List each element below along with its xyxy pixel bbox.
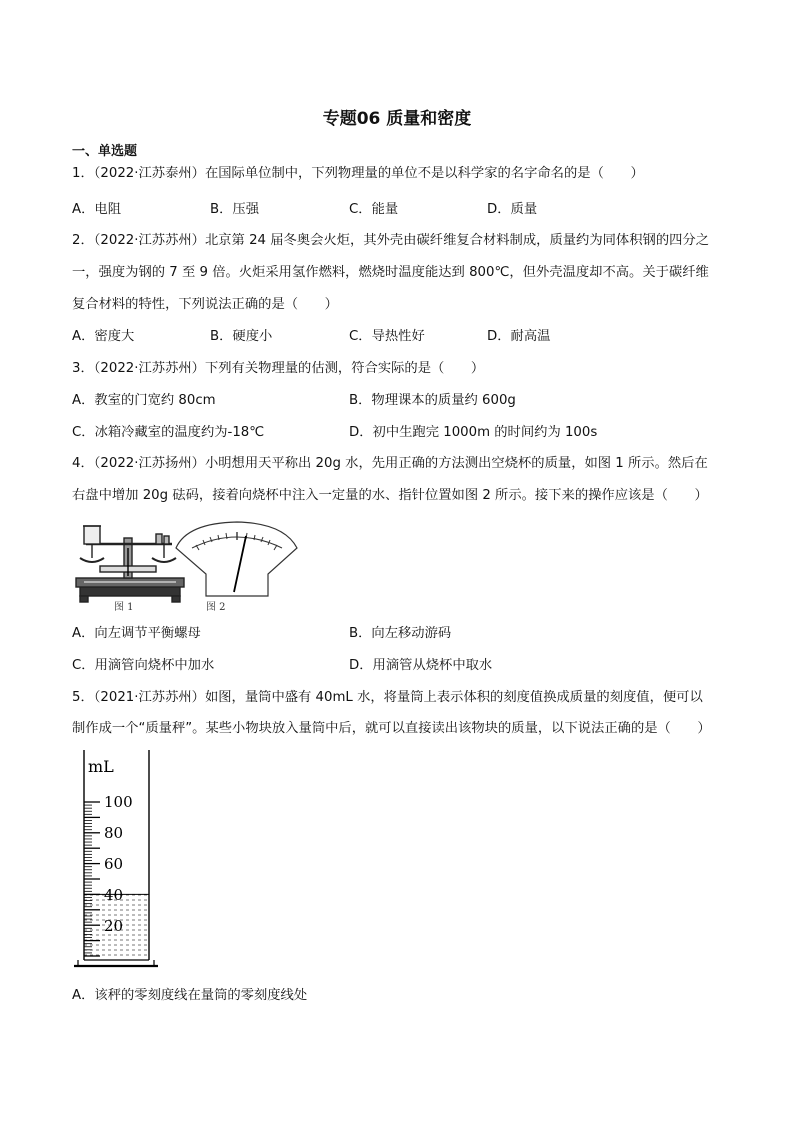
tick-label-20: 20 — [104, 917, 124, 935]
question-2-option-a[interactable]: A．密度大 — [72, 329, 135, 344]
question-1-option-b[interactable]: B．压强 — [210, 202, 260, 217]
question-4-option-a[interactable]: A．向左调节平衡螺母 — [72, 626, 201, 641]
question-3-option-c[interactable]: C．冰箱冷藏室的温度约为-18℃ — [72, 425, 265, 440]
question-3-stem: 3．（2022·江苏苏州）下列有关物理量的估测，符合实际的是（ ） — [72, 361, 485, 376]
question-2-stem-line-2: 一，强度为钢的 7 至 9 倍。火炬采用氢作燃料，燃烧时温度能达到 800℃，但外壳温度却不高。关于碳纤维 — [72, 265, 709, 280]
question-4-option-d[interactable]: D．用滴管从烧杯中取水 — [349, 658, 493, 673]
figure-2-label: 图 2 — [206, 602, 226, 613]
section-heading: 一、单选题 — [72, 144, 138, 159]
pointer-scale-illustration — [176, 522, 297, 596]
question-4-stem-line-1: 4．（2022·江苏扬州）小明想用天平称出 20g 水，先用正确的方法测出空烧杯的质量，如图 1 所示。然后在 — [72, 456, 708, 471]
question-1-option-d[interactable]: D．质量 — [487, 202, 538, 217]
question-3-option-d[interactable]: D．初中生跑完 1000m 的时间约为 100s — [349, 425, 598, 440]
question-1-option-c[interactable]: C．能量 — [349, 202, 399, 217]
cylinder-unit-label: mL — [88, 757, 114, 776]
question-4-stem-line-2: 右盘中增加 20g 砝码，接着向烧杯中注入一定量的水、指针位置如图 2 所示。接下来的操作应该是（ ） — [72, 488, 708, 503]
question-2-option-d[interactable]: D．耐高温 — [487, 329, 551, 344]
tick-label-80: 80 — [104, 824, 124, 842]
tick-label-100: 100 — [104, 793, 133, 811]
balance-figure — [72, 518, 302, 613]
tick-label-60: 60 — [104, 855, 124, 873]
page-title: 专题06 质量和密度 — [322, 109, 472, 129]
question-5-option-a[interactable]: A．该秤的零刻度线在量筒的零刻度线处 — [72, 988, 308, 1003]
question-2-option-c[interactable]: C．导热性好 — [349, 329, 425, 344]
question-1-stem: 1．（2022·江苏泰州）在国际单位制中，下列物理量的单位不是以科学家的名字命名的是（ ） — [72, 166, 644, 181]
question-1-option-a[interactable]: A．电阻 — [72, 202, 121, 217]
question-3-option-b[interactable]: B．物理课本的质量约 600g — [349, 393, 516, 408]
question-2-option-b[interactable]: B．硬度小 — [210, 329, 273, 344]
question-2-stem-line-3: 复合材料的特性，下列说法正确的是（ ） — [72, 297, 338, 312]
question-5-stem-line-2: 制作成一个“质量秤”。某些小物块放入量筒中后，就可以直接读出该物块的质量，以下说法正确的是（ ） — [72, 721, 711, 736]
graduated-cylinder-figure — [72, 748, 162, 970]
question-3-option-a[interactable]: A．教室的门宽约 80cm — [72, 393, 216, 408]
figure-1-label: 图 1 — [114, 602, 134, 613]
balance-illustration — [76, 526, 184, 602]
question-5-stem-line-1: 5．（2021·江苏苏州）如图，量筒中盛有 40mL 水，将量筒上表示体积的刻度值换成质量的刻度值，便可以 — [72, 690, 703, 705]
question-2-stem-line-1: 2．（2022·江苏苏州）北京第 24 届冬奥会火炬，其外壳由碳纤维复合材料制成，质量约为同体积钢的四分之 — [72, 233, 710, 248]
tick-label-40: 40 — [104, 886, 124, 904]
question-4-option-b[interactable]: B．向左移动游码 — [349, 626, 452, 641]
question-4-option-c[interactable]: C．用滴管向烧杯中加水 — [72, 658, 215, 673]
